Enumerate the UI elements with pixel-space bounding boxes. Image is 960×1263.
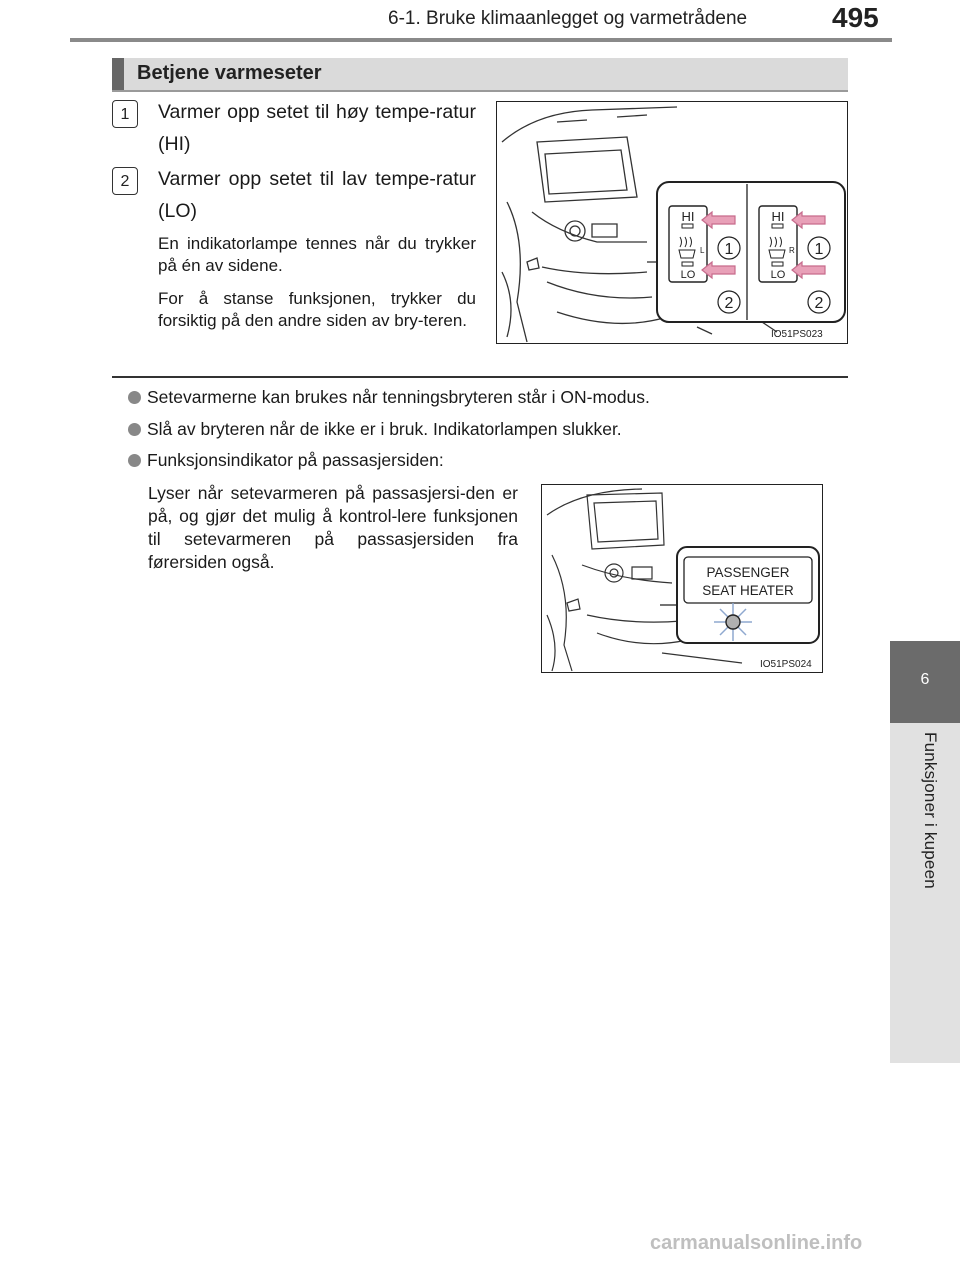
right-side-mark: R xyxy=(789,246,795,255)
chapter-tab xyxy=(890,641,960,723)
bullet-text-3: Funksjonsindikator på passasjersiden: xyxy=(147,450,444,470)
bullet-item-1 xyxy=(128,387,650,408)
figure1-code: IO51PS023 xyxy=(771,329,823,340)
section-heading-marker xyxy=(112,58,124,90)
right-callout-1: 1 xyxy=(814,241,824,258)
step-2-badge: 2 xyxy=(112,167,138,195)
left-side-mark: L xyxy=(700,246,705,255)
seat-heater-switch-figure xyxy=(496,101,848,344)
header-section-title: 6-1. Bruke klimaanlegget og varmetrådene xyxy=(388,8,748,29)
right-seat-heater-switch xyxy=(759,206,797,282)
bullet-item-2 xyxy=(128,419,622,440)
right-lo-label: LO xyxy=(770,269,786,281)
note-stop-function: For å stanse funksjonen, trykker du forsiktig på den andre siden av bry-teren. xyxy=(158,289,476,330)
seat-heater-switch-illustration xyxy=(497,102,847,343)
left-seat-heater-switch xyxy=(669,206,707,282)
bullet-text-2: Slå av bryteren når de ikke er i bruk. Indikatorlampen slukker. xyxy=(147,419,622,439)
section-divider xyxy=(112,376,848,378)
left-lo-label: LO xyxy=(680,269,696,281)
right-callout-2: 2 xyxy=(814,295,824,312)
page-number: 495 xyxy=(832,2,879,33)
left-callout-1: 1 xyxy=(724,241,734,258)
step-2-text: Varmer opp setet til lav tempe-ratur (LO) xyxy=(158,168,476,222)
bullet-dot-icon xyxy=(128,423,141,436)
passenger-indicator-illustration xyxy=(542,485,822,672)
right-hi-label: HI xyxy=(771,209,785,224)
chapter-title: Funksjoner i kupeen xyxy=(921,732,940,889)
figure2-code: IO51PS024 xyxy=(760,659,812,670)
left-callout-2: 2 xyxy=(724,295,734,312)
step-1-text: Varmer opp setet til høy tempe-ratur (HI) xyxy=(158,101,476,155)
left-hi-label: HI xyxy=(681,209,695,224)
bullet-item-3 xyxy=(128,450,444,471)
note-indicator: En indikatorlampe tennes når du trykker på én av sidene. xyxy=(158,234,476,275)
indicator-line-2: SEAT HEATER xyxy=(702,583,794,598)
step-1-badge: 1 xyxy=(112,100,138,128)
bullet-dot-icon xyxy=(128,391,141,404)
watermark: carmanualsonline.info xyxy=(650,1232,863,1254)
section-title: Betjene varmeseter xyxy=(137,62,322,84)
bullet-dot-icon xyxy=(128,454,141,467)
header-rule xyxy=(70,38,892,42)
passenger-indicator-figure xyxy=(541,484,823,673)
bullet-text-1: Setevarmerne kan brukes når tenningsbryteren står i ON-modus. xyxy=(147,387,650,407)
section-heading xyxy=(112,58,848,92)
indicator-line-1: PASSENGER xyxy=(706,565,790,580)
passenger-indicator-paragraph: Lyser når setevarmeren på passasjersi-den er på, og gjør det mulig å kontrol-lere funksjonen til setevarmeren på passasjersiden fra førersiden også. xyxy=(148,483,518,572)
chapter-number: 6 xyxy=(920,671,930,688)
